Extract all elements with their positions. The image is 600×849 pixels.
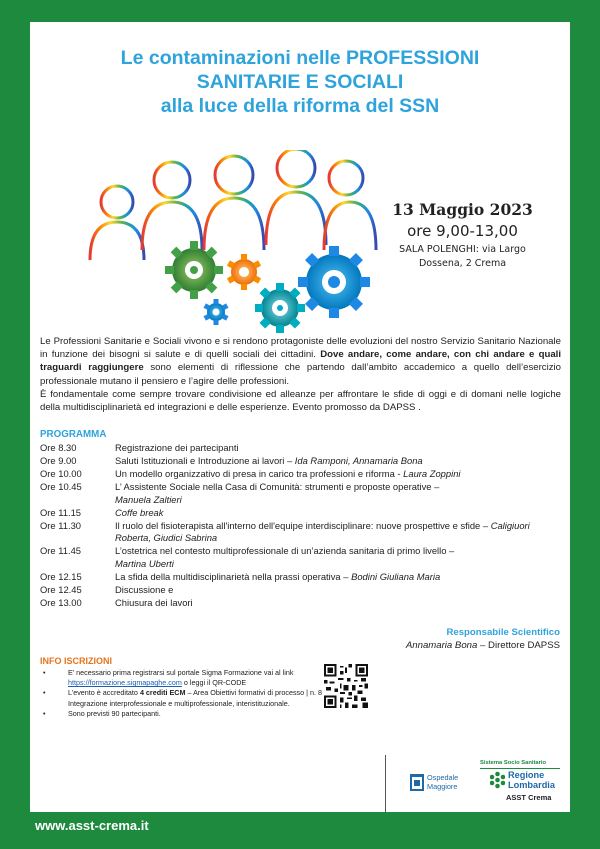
programme-time: Ore 11.45 (40, 545, 81, 557)
programme-speaker: Martina Uberti (115, 557, 174, 569)
programme-time: Ore 8.30 (40, 442, 77, 453)
responsible-name-line (360, 639, 560, 652)
title-line-3: alla luce della riforma del SSN (160, 95, 440, 117)
info-text: L’evento è accreditato (68, 688, 140, 698)
venue-line-2: Dossena, 2 Crema (418, 258, 507, 269)
programme-row (40, 455, 560, 467)
programme-text (115, 571, 560, 583)
programme-activity: Il ruolo del fisioterapista all'interno dell'equipe interdisciplinare: nuove prospettive e sfide – (115, 519, 491, 531)
ospedale-maggiore-logo-icon (410, 774, 424, 791)
programme-text (115, 507, 560, 519)
programme-text (115, 442, 560, 454)
programme-time: Ore 10.00 (40, 468, 82, 480)
responsible-role: – Direttore DAPSS (477, 640, 560, 651)
programme-text (115, 597, 560, 609)
programme-time: Ore 11.30 (40, 519, 81, 531)
sistema-socio-sanitario-label: Sistema Socio Sanitario (480, 760, 547, 766)
programme-speaker: Coffe break (115, 506, 164, 518)
regione-line-2: Lombardia (508, 780, 555, 790)
info-text: – Area Obiettivi formativi di processo | n. 8 Integrazione interprofessionale e multiprofessionale, interistituzionale. (68, 688, 322, 708)
programme-row (40, 442, 560, 454)
programme-row (40, 481, 560, 506)
info-text: o leggi il QR-CODE (181, 678, 247, 688)
event-time: ore 9,00-13,00 (407, 222, 518, 240)
event-venue (385, 243, 540, 271)
programme-speaker: Caligiuori Roberta, Giudici Sabrina (115, 519, 530, 544)
programme-list (40, 442, 560, 610)
poster-page (30, 22, 570, 812)
regione-lombardia-logo-icon (490, 771, 505, 789)
responsible-heading: Responsabile Scientifico (446, 627, 560, 638)
ospedale-maggiore-text (427, 773, 458, 791)
programme-speaker: Ida Ramponi, Annamaria Bona (294, 455, 423, 467)
intro-bold-text: Dove andare, come andare, con chi andare e quali traguardi raggiungere (40, 349, 561, 374)
title-line-1: Le contaminazioni nelle PROFESSIONI (120, 47, 480, 69)
regione-line-1: Regione (508, 770, 545, 780)
ospedale-line-2: Maggiore (427, 782, 458, 791)
programme-time: Ore 12.45 (40, 583, 82, 595)
programme-text (115, 468, 560, 480)
intro-text-3: È fondamentale come sempre trovare condivisione ed alleanze per affrontare le sfide di oggi e di domani nelle logiche della multidisciplinarietà ed integrazioni e delle esperienze. Evento promosso da DAPSS . (40, 388, 561, 414)
programme-time: Ore 11.15 (40, 506, 81, 518)
programme-text (115, 545, 560, 570)
programme-activity: Un modello organizzativo di presa in carico tra professioni e riforma - (115, 468, 404, 480)
programme-activity: Registrazione dei partecipanti (115, 442, 239, 453)
programme-row (40, 507, 560, 519)
programme-row (40, 584, 560, 596)
programme-activity: Discussione e (115, 583, 174, 595)
regione-lombardia-text (508, 770, 555, 790)
programme-heading: PROGRAMMA (40, 429, 107, 440)
programme-row (40, 597, 560, 609)
ospedale-line-1: Ospedale (427, 773, 459, 782)
programme-activity: L’ Assistente Sociale nella Casa di Comunità: strumenti e proposte operative – (115, 481, 440, 493)
info-text: E’ necessario prima registrarsi sul portale Sigma Formazione vai al link (68, 668, 294, 677)
programme-text (115, 455, 560, 467)
registration-link[interactable]: https://formazione.sigmapaghe.com (68, 678, 182, 688)
info-heading: INFO ISCRIZIONI (40, 656, 112, 666)
programme-row (40, 571, 560, 583)
programme-speaker: Laura Zoppini (403, 468, 461, 480)
divider (385, 755, 386, 813)
programme-time: Ore 9.00 (40, 455, 77, 467)
scientific-responsible (360, 626, 560, 652)
intro-text-1: Le Professioni Sanitarie e Sociali vivono e si rendono protagoniste delle evoluzioni del nostro Servizio Sanitario Nazionale in funzione dei bisogni si salute e di quelli sociali dei cittadini. (40, 336, 561, 361)
programme-text (115, 481, 560, 506)
info-text: Sono previsti 90 partecipanti. (68, 708, 161, 718)
info-list (40, 668, 330, 719)
programme-time: Ore 12.15 (40, 570, 82, 582)
programme-time: Ore 13.00 (40, 597, 82, 609)
gears (165, 241, 370, 333)
intro-paragraph (40, 335, 561, 414)
asst-crema-label: ASST Crema (506, 793, 552, 802)
programme-activity: La sfida della multidisciplinarietà nella prassi operativa – (115, 570, 352, 582)
institution-logos (410, 760, 570, 812)
programme-speaker: Manuela Zaltieri (115, 493, 182, 505)
programme-activity: L’ostetrica nel contesto multiprofessionale di un’azienda sanitaria di primo livello – (115, 545, 455, 557)
people-silhouettes-gears-illustration (84, 150, 384, 335)
intro-text-2: sono elementi di riflessione che partendo dall’ambito accademico a quello dell’esercizio professionale mutano il pensiero e l’agire delle professioni. (40, 362, 561, 387)
programme-time: Ore 10.45 (40, 481, 82, 493)
programme-activity: Saluti Istituzionali e Introduzione ai lavori – (115, 455, 295, 467)
qr-code-icon[interactable] (324, 664, 368, 708)
logo-divider (480, 768, 560, 769)
ecm-credits: 4 crediti ECM (139, 688, 186, 698)
programme-row (40, 545, 560, 570)
programme-activity: Chiusura dei lavori (115, 597, 193, 609)
info-item (40, 668, 330, 688)
website-url[interactable]: www.asst-crema.it (35, 818, 149, 833)
info-item (40, 709, 330, 719)
programme-text (115, 520, 560, 545)
programme-speaker: Bodini Giuliana Maria (351, 570, 441, 582)
event-details (385, 200, 540, 271)
title-line-2: SANITARIE E SOCIALI (196, 71, 404, 93)
event-date: 13 Maggio 2023 (392, 200, 533, 219)
venue-line-1: SALA POLENGHI: via Largo (399, 244, 526, 255)
responsible-name: Annamaria Bona (405, 640, 478, 651)
info-item (40, 688, 330, 708)
event-title (30, 46, 570, 118)
programme-row (40, 468, 560, 480)
programme-text (115, 584, 560, 596)
programme-row (40, 520, 560, 545)
